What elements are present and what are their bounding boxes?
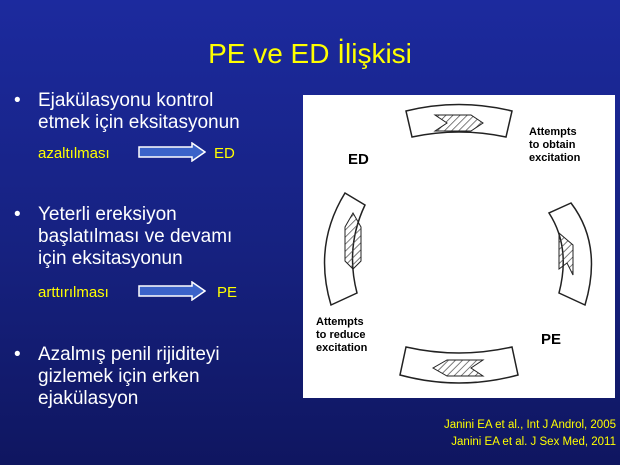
diagram-label-reduce: Attempts to reduce excitation — [316, 316, 368, 354]
reference-1: Janini EA et al., Int J Androl, 2005 — [444, 419, 616, 431]
bullet-1-sub-left: azaltılması — [38, 145, 110, 162]
bullet-2-sub-left: arttırılması — [38, 284, 109, 301]
arc-segment-left — [325, 193, 365, 305]
bullet-2-line-2: başlatılması ve devamı — [38, 226, 233, 247]
reference-2: Janini EA et al. J Sex Med, 2011 — [451, 436, 616, 448]
vicious-cycle-diagram — [303, 95, 615, 398]
bullet-3-line-3: ejakülasyon — [38, 388, 139, 409]
arc-segment-right — [549, 203, 591, 305]
bullet-2-sub-right: PE — [217, 284, 238, 301]
bullet-dot: • — [14, 204, 21, 225]
diagram-label-obtain: Attempts to obtain excitation — [529, 126, 581, 164]
right-arrow-icon — [138, 281, 206, 301]
bullet-1-line-1: Ejakülasyonu kontrol — [38, 90, 214, 111]
arc-segment-top — [406, 105, 512, 138]
right-arrow-icon — [138, 142, 206, 162]
bullet-1-line-2: etmek için eksitasyonun — [38, 112, 240, 133]
bullet-dot: • — [14, 90, 21, 111]
diagram-label-pe: PE — [541, 331, 562, 348]
references — [444, 417, 616, 451]
bullet-3-line-1: Azalmış penil rijiditeyi — [38, 344, 220, 365]
diagram-label-ed: ED — [348, 151, 369, 168]
bullet-1-sub-right: ED — [214, 145, 235, 162]
slide-title: PE ve ED İlişkisi — [208, 38, 412, 69]
bullet-dot: • — [14, 344, 21, 365]
bullet-3-line-2: gizlemek için erken — [38, 366, 200, 387]
arc-segment-bottom — [400, 347, 518, 383]
bullet-2-line-3: için eksitasyonun — [38, 248, 183, 269]
bullet-2-line-1: Yeterli ereksiyon — [38, 204, 177, 225]
